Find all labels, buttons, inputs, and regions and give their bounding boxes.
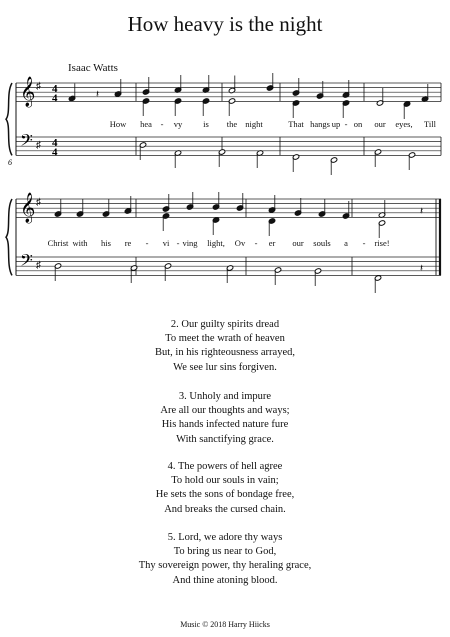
verse-line: To meet the wrath of heaven bbox=[165, 333, 285, 345]
lyric-syllable: ving bbox=[182, 238, 198, 248]
verse-line: Thy sovereign power, thy heraling grace, bbox=[138, 560, 312, 572]
composer-credit: Isaac Watts bbox=[68, 62, 118, 74]
lyric-syllable: eyes, bbox=[395, 119, 413, 129]
lyric-syllable: up bbox=[331, 119, 341, 129]
lyric-syllable: That bbox=[288, 119, 304, 129]
lyric-syllable: - bbox=[254, 238, 258, 248]
page-title: How heavy is the night bbox=[127, 12, 323, 36]
sharp-icon: ♯ bbox=[36, 140, 41, 151]
copyright-footer: Music © 2018 Harry Hiicks bbox=[180, 620, 270, 629]
lyric-syllable: - bbox=[160, 119, 164, 129]
verse-3 bbox=[0, 390, 450, 447]
verse-line: And thine atoning blood. bbox=[172, 574, 278, 586]
lyric-syllable: - bbox=[362, 238, 366, 248]
lyric-syllable: vi bbox=[162, 238, 170, 248]
verse-2 bbox=[0, 318, 450, 375]
lyric-syllable: Christ bbox=[47, 238, 69, 248]
lyric-syllable: is bbox=[203, 119, 209, 129]
time-signature: 4 bbox=[52, 92, 58, 105]
lyric-syllable: souls bbox=[313, 238, 331, 248]
verse-line: Are all our thoughts and ways; bbox=[160, 405, 290, 417]
lyric-syllable: - bbox=[145, 238, 149, 248]
brace bbox=[6, 199, 12, 275]
brace bbox=[6, 83, 12, 155]
lyric-syllable: his bbox=[101, 238, 111, 248]
bass-clef-icon: 𝄢 bbox=[20, 130, 33, 154]
quarter-rest-icon: 𝄽 bbox=[420, 206, 424, 217]
time-signature: 4 bbox=[52, 137, 58, 149]
lyric-syllable: rise! bbox=[374, 238, 390, 248]
quarter-rest-icon: 𝄽 bbox=[420, 263, 424, 274]
lyric-syllable: er bbox=[268, 238, 276, 248]
quarter-rest-icon: 𝄽 bbox=[96, 89, 100, 100]
verse-line: To bring us near to God, bbox=[173, 546, 277, 558]
time-signature: 4 bbox=[52, 146, 58, 159]
sharp-icon: ♯ bbox=[36, 260, 41, 271]
verse-5 bbox=[0, 531, 450, 588]
lyric-syllable: a bbox=[344, 238, 348, 248]
lyric-syllable: hangs bbox=[310, 119, 330, 129]
time-signature: 4 bbox=[52, 83, 58, 95]
verse-line: With sanctifying grace. bbox=[176, 433, 274, 445]
verse-line: His hands infected nature fure bbox=[161, 419, 289, 431]
verse-4 bbox=[0, 460, 450, 517]
bass-clef-icon: 𝄢 bbox=[20, 250, 33, 274]
verse-line: And breaks the cursed chain. bbox=[164, 503, 286, 515]
lyric-syllable: Ov bbox=[234, 238, 246, 248]
lyric-syllable: the bbox=[226, 119, 238, 129]
lyric-syllable: - bbox=[344, 119, 348, 129]
verse-line: But, in his righteousness arrayed, bbox=[155, 347, 295, 359]
lyric-syllable: hea bbox=[140, 119, 152, 129]
verse-line: To hold our souls in vain; bbox=[171, 475, 279, 487]
lyric-syllable: our bbox=[292, 238, 304, 248]
verse-line: 2. Our guilty spirits dread bbox=[170, 319, 280, 330]
lyric-syllable: night bbox=[245, 119, 263, 129]
verse-line: He sets the sons of bondage free, bbox=[155, 489, 295, 501]
lyric-syllable: How bbox=[109, 119, 127, 129]
lyric-syllable: - bbox=[176, 238, 180, 248]
lyric-syllable: with bbox=[72, 238, 88, 248]
lyric-syllable: vy bbox=[173, 119, 183, 129]
verse-line: 4. The powers of hell agree bbox=[167, 461, 283, 472]
lyric-syllable: light, bbox=[207, 238, 225, 248]
lyric-syllable: on bbox=[353, 119, 363, 129]
sharp-icon: ♯ bbox=[36, 197, 41, 208]
verse-line: 5. Lord, we adore thy ways bbox=[167, 532, 283, 543]
verse-line: 3. Unholy and impure bbox=[178, 391, 272, 402]
lyric-syllable: our bbox=[374, 119, 386, 129]
lyric-syllable: re bbox=[124, 238, 132, 248]
treble-clef-icon: 𝄞 bbox=[20, 193, 36, 223]
music-score bbox=[0, 0, 450, 300]
sharp-icon: ♯ bbox=[36, 81, 41, 92]
measure-number: 6 bbox=[8, 158, 12, 167]
treble-clef-icon: 𝄞 bbox=[20, 77, 36, 107]
verse-line: We see lur sins forgiven. bbox=[173, 361, 277, 373]
lyric-syllable: Till bbox=[424, 119, 436, 129]
